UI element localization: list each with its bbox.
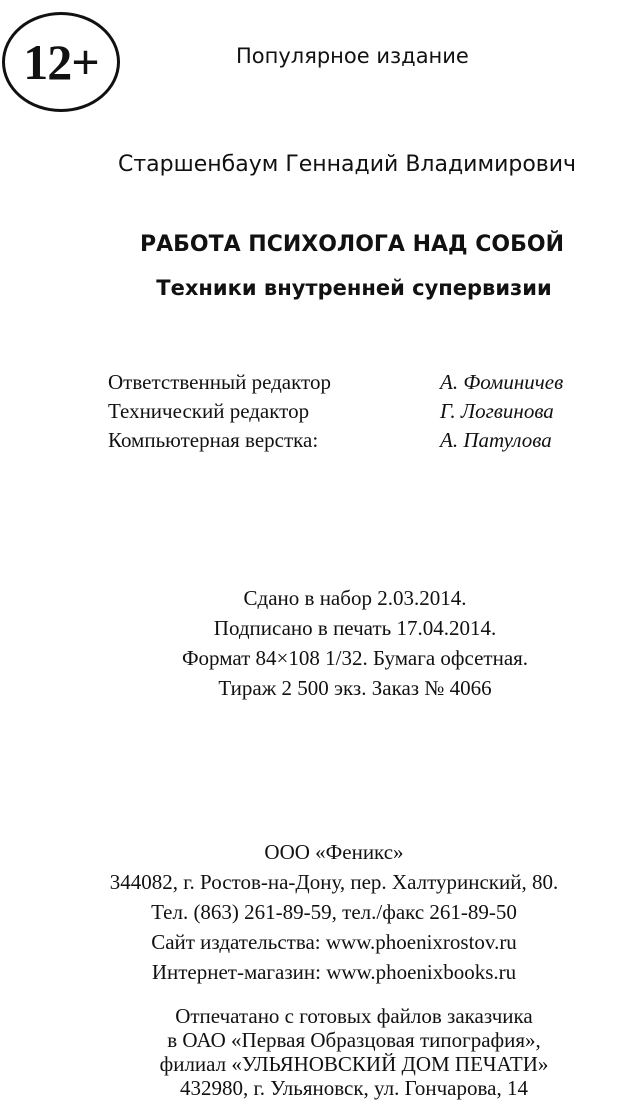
print-info-line: Формат 84×108 1/32. Бумага офсетная. — [181, 646, 529, 670]
author-name: Старшенбаум Геннадий Владимирович — [118, 152, 577, 177]
book-subtitle: Техники внутренней супервизии — [156, 276, 552, 300]
print-info — [0, 583, 620, 703]
print-info-line: Сдано в набор 2.03.2014. — [243, 586, 467, 610]
credits-list — [108, 370, 608, 457]
publisher-name: ООО «Феникс» — [264, 840, 404, 864]
credit-name: А. Патулова — [440, 428, 552, 452]
credit-role: Технический редактор — [108, 399, 310, 423]
printer-line: Отпечатано с готовых файлов заказчика — [175, 1004, 533, 1028]
printer-line: в ОАО «Первая Образцовая типография», — [167, 1028, 541, 1052]
credit-role: Ответственный редактор — [108, 370, 331, 394]
credit-row — [108, 399, 608, 428]
age-rating-text: 12+ — [23, 34, 99, 90]
printer-line: филиал «УЛЬЯНОВСКИЙ ДОМ ПЕЧАТИ» — [159, 1052, 549, 1076]
publisher-address: 344082, г. Ростов-на-Дону, пер. Халтуринский, 80. — [109, 870, 559, 894]
printer-line: 432980, г. Ульяновск, ул. Гончарова, 14 — [180, 1076, 528, 1100]
print-info-line: Подписано в печать 17.04.2014. — [213, 616, 497, 640]
credit-row — [108, 370, 608, 399]
credit-role: Компьютерная верстка: — [108, 428, 319, 452]
book-title: РАБОТА ПСИХОЛОГА НАД СОБОЙ — [139, 232, 565, 257]
publisher-phone: Тел. (863) 261-89-59, тел./факс 261-89-50 — [151, 900, 517, 924]
publisher-shop: Интернет-магазин: www.phoenixbooks.ru — [151, 960, 517, 984]
credit-row — [108, 428, 608, 457]
age-rating-badge — [2, 12, 120, 112]
edition-type: Популярное издание — [236, 44, 469, 68]
publisher-info — [0, 837, 620, 987]
credit-name: А. Фоминичев — [440, 370, 564, 394]
printer-info — [0, 1004, 620, 1100]
print-info-line: Тираж 2 500 экз. Заказ № 4066 — [218, 676, 492, 700]
publisher-website: Сайт издательства: www.phoenixrostov.ru — [151, 930, 517, 954]
credit-name: Г. Логвинова — [440, 399, 554, 423]
